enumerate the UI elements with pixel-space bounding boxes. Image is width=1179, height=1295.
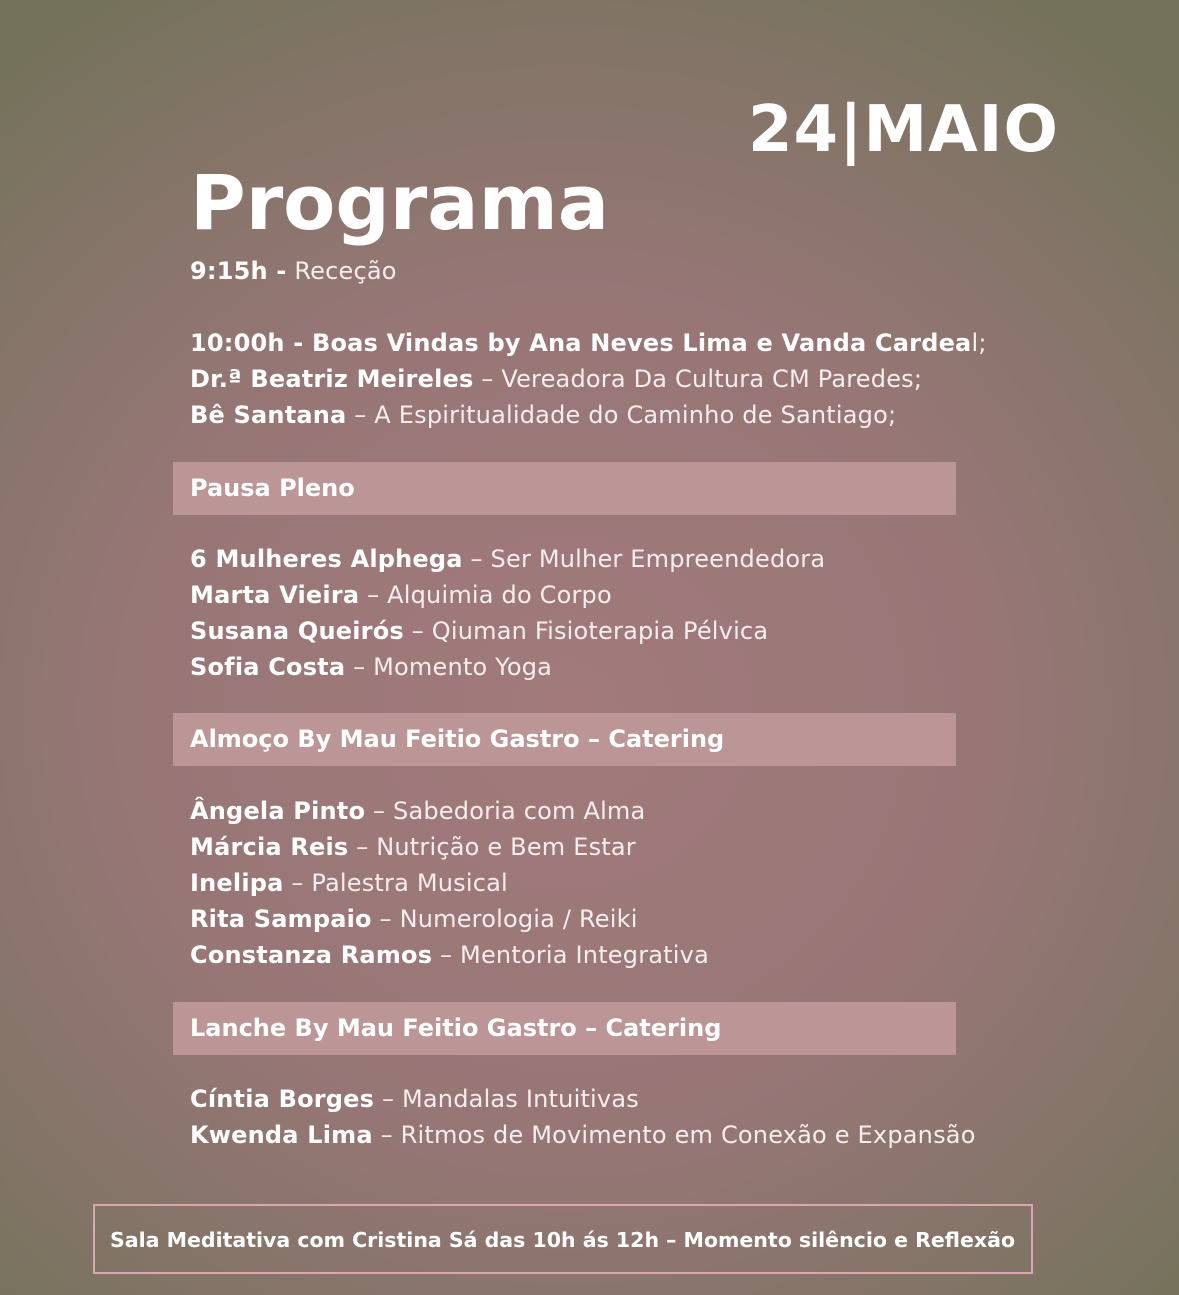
reception-line [190,255,397,287]
list-item [190,795,645,827]
list-item [190,1119,976,1151]
speaker-topic: – Qiuman Fisioterapia Pélvica [403,617,769,645]
speaker-name: Sofia Costa [190,653,346,681]
speaker-name: Cíntia Borges [190,1085,375,1113]
speaker-topic: – Momento Yoga [345,653,553,681]
snack-banner [173,1002,956,1055]
page-title: Programa [190,158,610,247]
list-item [190,651,552,683]
speaker-name: Marta Vieira [190,581,360,609]
list-item [190,363,922,395]
speaker-name: Dr.ª Beatriz Meireles [190,365,474,393]
break-label: Pausa Pleno [190,474,355,502]
list-item [190,867,508,899]
speaker-topic: – Mandalas Intuitivas [374,1085,639,1113]
speaker-topic: – A Espiritualidade do Caminho de Santiago; [346,401,897,429]
welcome-line [190,327,987,359]
speaker-topic: – Mentoria Integrativa [432,941,709,969]
speaker-topic: – Vereadora Da Cultura CM Paredes; [473,365,923,393]
lunch-banner [173,713,956,766]
speaker-topic: – Ser Mulher Empreendedora [462,545,826,573]
speaker-name: Márcia Reis [190,833,349,861]
speaker-topic: – Sabedoria com Alma [365,797,646,825]
welcome-title: 10:00h - Boas Vindas by Ana Neves Lima e Vanda Cardea [190,329,972,357]
meditation-room-text: Sala Meditativa com Cristina Sá das 10h ás 12h – Momento silêncio e Reflexão [110,1228,1016,1252]
list-item [190,831,636,863]
speaker-name: Kwenda Lima [190,1121,373,1149]
list-item [190,543,825,575]
speaker-name: Ângela Pinto [190,797,366,825]
reception-label: Receção [294,257,397,285]
break-label: Almoço By Mau Feitio Gastro – Catering [190,725,725,753]
speaker-name: Constanza Ramos [190,941,433,969]
speaker-topic: – Palestra Musical [283,869,508,897]
break-banner [173,462,956,515]
reception-time: 9:15h - [190,257,287,285]
speaker-name: Susana Queirós [190,617,404,645]
speaker-topic: – Ritmos de Movimento em Conexão e Expansão [372,1121,976,1149]
speaker-name: 6 Mulheres Alphega [190,545,463,573]
welcome-tail: l; [971,329,987,357]
meditation-room-box [93,1204,1033,1274]
speaker-name: Inelipa [190,869,284,897]
list-item [190,399,896,431]
break-label: Lanche By Mau Feitio Gastro – Catering [190,1014,722,1042]
speaker-topic: – Nutrição e Bem Estar [348,833,636,861]
speaker-name: Bê Santana [190,401,347,429]
speaker-name: Rita Sampaio [190,905,372,933]
list-item [190,1083,639,1115]
list-item [190,615,768,647]
speaker-topic: – Numerologia / Reiki [371,905,638,933]
event-date: 24|MAIO [748,93,1059,167]
list-item [190,939,709,971]
list-item [190,579,612,611]
speaker-topic: – Alquimia do Corpo [359,581,612,609]
list-item [190,903,638,935]
